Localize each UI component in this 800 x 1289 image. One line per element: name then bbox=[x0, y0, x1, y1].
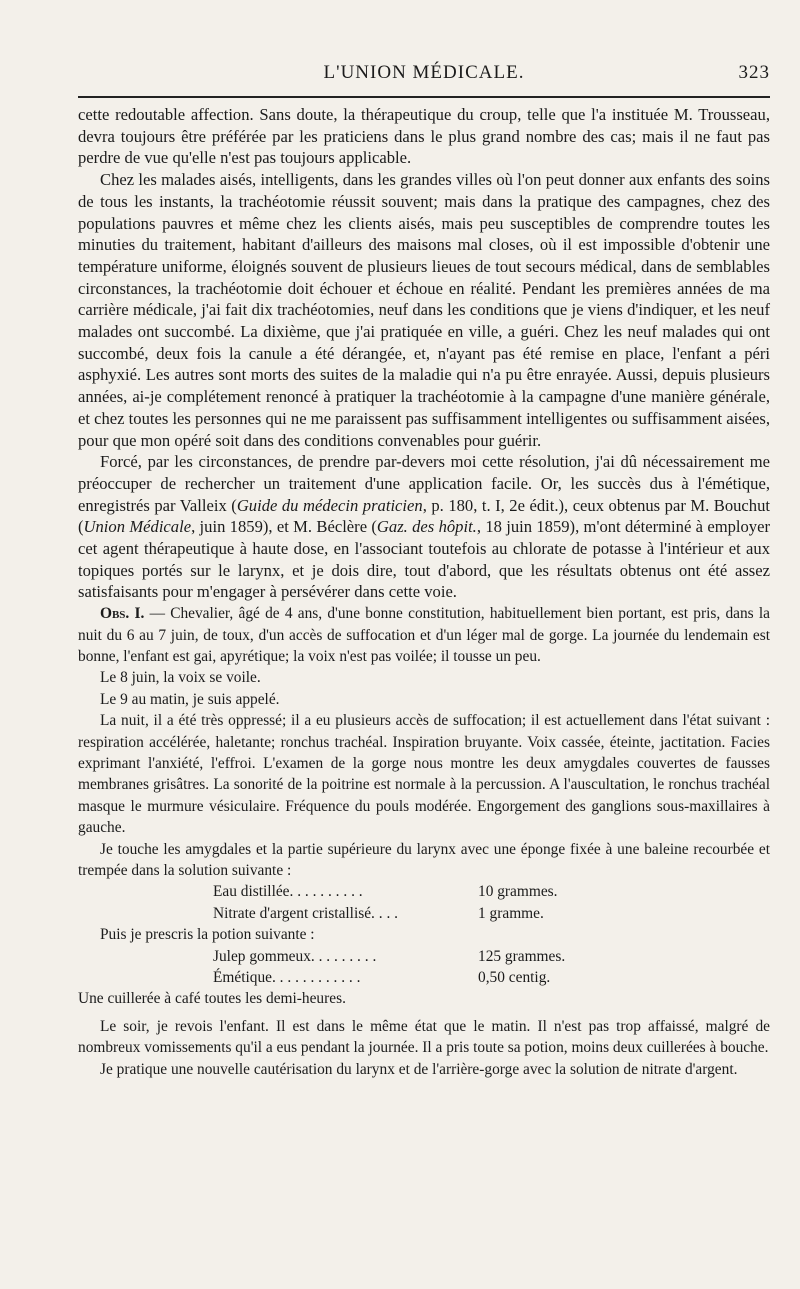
observation-line: Le soir, je revois l'enfant. Il est dans le même état que le matin. Il n'est pas trop affaissé, malgré de nombreux vomissements qu'il a eus pendant la journée. Il a pris toute sa potion, moins deux cuillerées à bouche. bbox=[78, 1017, 770, 1057]
observation-line: Je touche les amygdales et la partie supérieure du larynx avec une éponge fixée à une baleine recourbée et trempée dans la solution suivante : bbox=[78, 840, 770, 880]
formula-ingredient: Nitrate d'argent cristallisé. . . . bbox=[213, 904, 398, 922]
formula-amount: 0,50 centig. bbox=[478, 969, 551, 987]
text-span: , juin 1859), et M. Béclère ( bbox=[191, 517, 377, 537]
header-rule bbox=[78, 96, 770, 98]
formula-ingredient: Émétique. . . . . . . . . . . . bbox=[213, 969, 361, 987]
formula-row bbox=[78, 946, 770, 967]
paragraph-2: Chez les malades aisés, intelligents, dans les grandes villes où l'on peut donner aux enfants des soins de tous les instants, la trachéotomie réussit souvent; mais dans la pratique des campagnes, chez des populations pauvres et même chez les clients aisés, mais peu susceptibles de comprendre toutes les minuties du traitement, habitant d'ailleurs des maisons mal closes, où il est impossible d'obtenir une température uniforme, éloignés souvent de plusieurs lieues de tout secours médical, dans de semblables circonstances, la trachéotomie doit échouer et échoue en réalité. Pendant les premières années de ma carrière médicale, j'ai fait dix trachéotomies, neuf dans les conditions que je viens d'indiquer, et les neuf malades ont succombé. La dixième, que j'ai pratiquée en ville, a guéri. Chez les neuf malades qui ont succombé, deux fois la canule a été dérangée, et, n'ayant pas été remise en place, l'enfant a péri asphyxié. Les autres sont morts des suites de la maladie qui n'a pu être enrayée. Aussi, depuis plusieurs années, ai-je complétement renoncé à pratiquer la trachéotomie à la campagne d'une manière générale, et chez toutes les personnes qui ne me paraissent pas suffisamment intelligentes ou suffisamment aisées, pour que mon opéré soit dans des conditions convenables pour guérir. bbox=[78, 170, 771, 450]
formula-amount: 10 grammes. bbox=[478, 883, 558, 901]
page-number: 323 bbox=[738, 62, 770, 83]
formula-row bbox=[78, 881, 770, 902]
observation-line: Puis je prescris la potion suivante : bbox=[100, 926, 315, 944]
formula-ingredient: Eau distillée. . . . . . . . . . bbox=[213, 883, 363, 901]
observation-line: Le 8 juin, la voix se voile. bbox=[100, 669, 261, 687]
observation-label: Obs. I. bbox=[100, 605, 145, 623]
text-span: , 18 juin 1859), m'ont déterminé à employer cet agent thérapeutique à haute dose, en l'associant toutefois au chlorate de potasse à l'intérieur et aux topiques portés sur le larynx, et je dois dire, tout d'abord, que les résultats obtenus ont été assez satisfaisants pour m'engager à persévérer dans cette voie. bbox=[78, 517, 770, 602]
observation-line: Une cuillerée à café toutes les demi-heures. bbox=[78, 990, 346, 1008]
observation-text: — Chevalier, âgé de 4 ans, d'une bonne constitution, habituellement bien portant, est pris, dans la nuit du 6 au 7 juin, de toux, d'un accès de suffocation et d'un léger mal de gorge. La journée du lendemain est bonne, l'enfant est gai, apyrétique; la voix n'est pas voilée; il tousse un peu. bbox=[78, 605, 770, 665]
formula-amount: 125 grammes. bbox=[478, 947, 566, 965]
journal-title: L'UNION MÉDICALE. bbox=[323, 62, 525, 83]
observation-line: Le 9 au matin, je suis appelé. bbox=[100, 690, 280, 708]
text-span: , p. 180, t. I, 2e édit.), ceux obtenus par M. Bouchut ( bbox=[78, 495, 770, 537]
formula-row bbox=[78, 903, 770, 924]
observation-line: Je pratique une nouvelle cautérisation du larynx et de l'arrière-gorge avec la solution de nitrate d'argent. bbox=[100, 1060, 738, 1078]
citation-title: Gaz. des hôpit. bbox=[376, 517, 477, 537]
text-span: Forcé, par les circonstances, de prendre par-devers moi cette résolution, j'ai dû nécessairement me préoccuper de rechercher un traitement d'une application facile. Or, les succès dus à l'émétique, enregistrés par Valleix ( bbox=[78, 452, 770, 515]
observation-intro bbox=[78, 603, 770, 667]
formula-row bbox=[78, 967, 770, 988]
formula-ingredient: Julep gommeux. . . . . . . . . bbox=[213, 947, 377, 965]
paragraph-1: cette redoutable affection. Sans doute, la thérapeutique du croup, telle que l'a instituée M. Trousseau, devra toujours être préférée par les praticiens dans le plus grand nombre des cas; mais il ne faut pas perdre de vue qu'elle n'est pas toujours applicable. bbox=[78, 105, 770, 168]
observation-line: La nuit, il a été très oppressé; il a eu plusieurs accès de suffocation; il est actuellement dans l'état suivant : respiration accélérée, haletante; ronchus trachéal. Inspiration bruyante. Voix cassée, éteinte, jactitation. Facies exprimant l'anxiété, l'effroi. L'examen de la gorge nous montre les deux amygdales couvertes de fausses membranes grisâtres. La sonorité de la poitrine est normale à la percussion. A l'auscultation, le ronchus trachéal masque le murmure vésiculaire. Fréquence du pouls modérée. Engorgement des ganglions sous-maxillaires à gauche. bbox=[78, 712, 770, 837]
formula-amount: 1 gramme. bbox=[478, 904, 544, 922]
citation-title: Union Médicale bbox=[83, 517, 192, 537]
citation-title: Guide du médecin praticien bbox=[236, 495, 423, 515]
running-header bbox=[78, 60, 770, 86]
paragraph-3 bbox=[78, 451, 770, 603]
observation-section bbox=[78, 603, 770, 1080]
body-text bbox=[78, 104, 770, 1080]
